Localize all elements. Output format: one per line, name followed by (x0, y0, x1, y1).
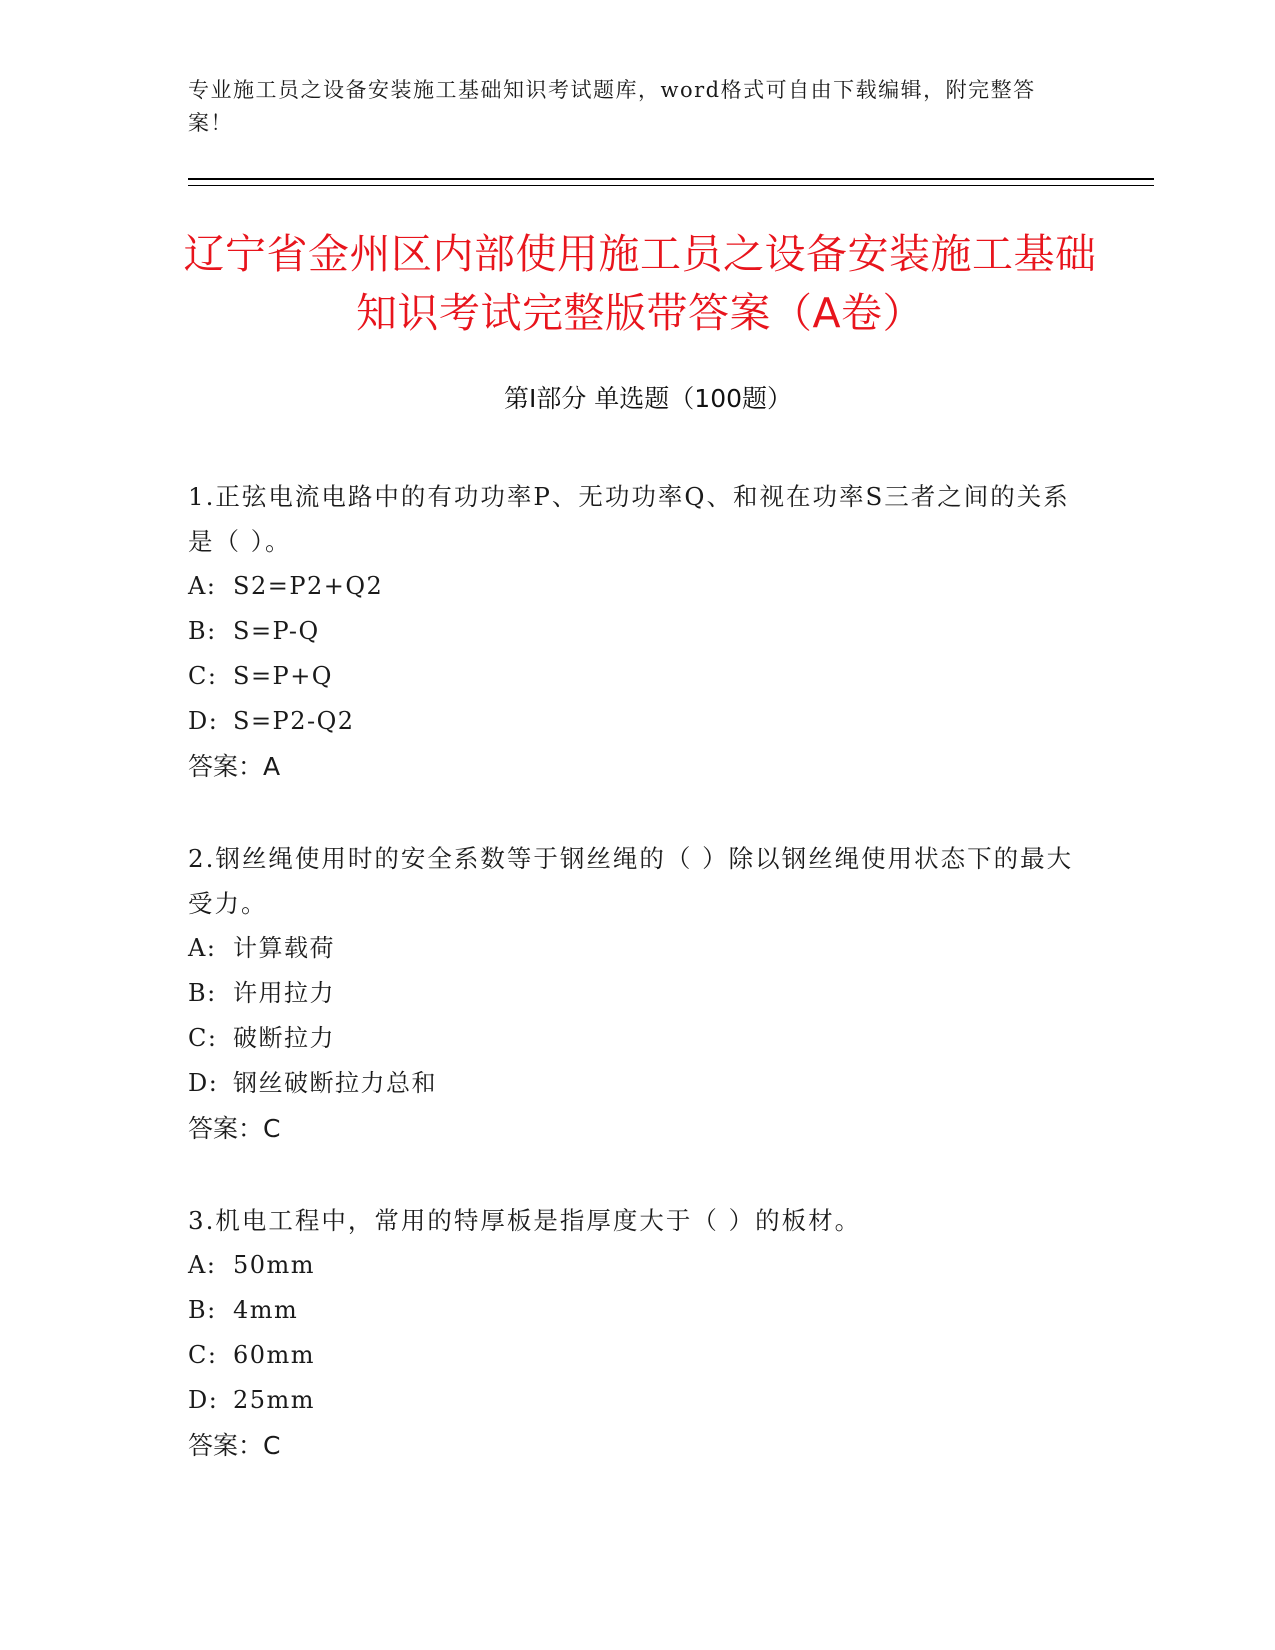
option-letter: D: (188, 707, 219, 735)
option-text: S=P-Q (233, 617, 320, 645)
option-text: S=P2-Q2 (233, 707, 355, 735)
option-letter: C: (188, 1341, 218, 1369)
question-2 (188, 836, 1088, 1151)
option-c (188, 1016, 1088, 1061)
document-title: 辽宁省金州区内部使用施工员之设备安装施工基础知识考试完整版带答案（A卷） (183, 230, 1097, 337)
question-stem: 2.钢丝绳使用时的安全系数等于钢丝绳的（ ）除以钢丝绳使用状态下的最大受力。 (188, 844, 1074, 918)
option-text: 4mm (233, 1296, 299, 1324)
option-text: 计算载荷 (233, 934, 335, 962)
answer-line: 答案：C (188, 1431, 281, 1460)
option-letter: C: (188, 1024, 218, 1052)
option-c (188, 1333, 1088, 1378)
option-letter: C: (188, 662, 218, 690)
question-stem: 3.机电工程中，常用的特厚板是指厚度大于（ ）的板材。 (188, 1206, 862, 1235)
option-text: 60mm (233, 1341, 316, 1369)
option-b (188, 1288, 1088, 1333)
option-a (188, 926, 1088, 971)
option-text: 破断拉力 (233, 1024, 335, 1052)
option-c (188, 654, 1088, 699)
option-d (188, 699, 1088, 744)
question-1 (188, 474, 1088, 789)
section-heading: 第Ⅰ部分 单选题（100题） (503, 384, 793, 413)
option-text: S=P+Q (233, 662, 333, 690)
option-letter: A: (188, 1251, 217, 1279)
option-letter: A: (188, 572, 217, 600)
option-text: 钢丝破断拉力总和 (233, 1069, 437, 1097)
header-note: 专业施工员之设备安装施工基础知识考试题库，word格式可自由下载编辑，附完整答案！ (188, 78, 1036, 135)
question-stem: 1.正弦电流电路中的有功功率P、无功功率Q、和视在功率S三者之间的关系是（ ）。 (188, 482, 1070, 556)
header-divider-thick (188, 178, 1154, 180)
option-a (188, 564, 1088, 609)
option-d (188, 1061, 1088, 1106)
option-letter: A: (188, 934, 217, 962)
option-d (188, 1378, 1088, 1423)
option-letter: D: (188, 1386, 219, 1414)
option-letter: D: (188, 1069, 219, 1097)
header-divider-thin (188, 185, 1154, 186)
option-letter: B: (188, 1296, 217, 1324)
answer-line: 答案：C (188, 1114, 281, 1143)
option-letter: B: (188, 979, 217, 1007)
option-b (188, 609, 1088, 654)
option-a (188, 1243, 1088, 1288)
option-text: 50mm (233, 1251, 316, 1279)
option-letter: B: (188, 617, 217, 645)
option-text: 许用拉力 (233, 979, 335, 1007)
option-text: 25mm (233, 1386, 316, 1414)
option-b (188, 971, 1088, 1016)
option-text: S2=P2+Q2 (233, 572, 384, 600)
question-3 (188, 1198, 1088, 1468)
answer-line: 答案：A (188, 752, 281, 781)
